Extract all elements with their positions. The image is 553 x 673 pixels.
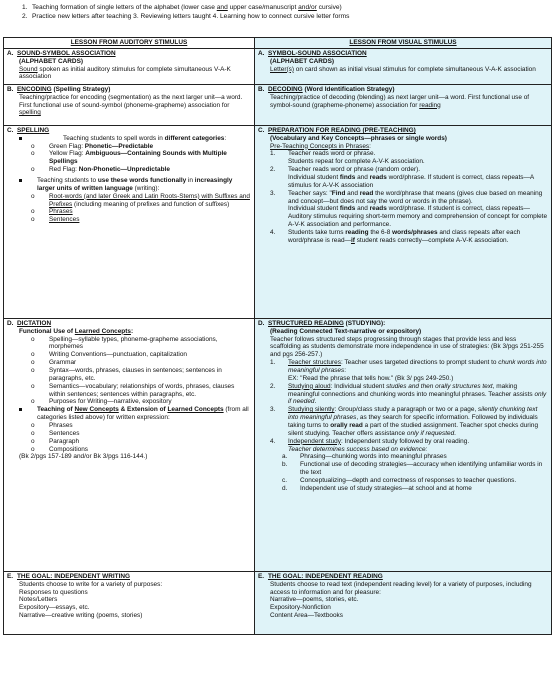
cell-e-auditory: E. THE GOAL: INDEPENDENT WRITING Students choose to write for a variety of purposes: Responses to questions Notes/Letters Expository—essays, etc. Narrative—creative writing (poems, stories)	[4, 571, 255, 634]
table-row	[4, 318, 552, 571]
bullet-square-icon	[19, 137, 22, 140]
bullet-square-icon	[19, 408, 22, 411]
cell-a-auditory: A. SOUND-SYMBOL ASSOCIATION (ALPHABET CARDS) Sound spoken as initial auditory stimulus for complete simultaneous V-A-K association	[4, 48, 255, 84]
intro-item-2: 2. Practice new letters after teaching 3. Reviewing letters taught 4. Learning how to connect cursive letter forms	[22, 12, 350, 20]
intro-list	[22, 4, 547, 22]
cell-b-visual: B. DECODING (Word Identification Strategy) Teaching/practice of decoding (blending) as next larger unit—a word. First functional use of symbol-sound (grapheme-phoneme) association for reading	[255, 84, 552, 125]
cell-d-visual: D. STRUCTURED READING (STUDYING): (Reading Connected Text-narrative or expository) Teacher follows structured steps progressing through stages that provide less and less scaffolding as students demonstrate more independence in use of strategies: (Bk 3/pgs 251-255 and pgs 256-257.) 1. Teacher structures: Teacher uses targeted directions to prompt student to chunk words into meaningful phrases: EX: "Read the phrase that tells how." (Bk 3/ pgs 249-250.) 2. Studying aloud: Individual student studies and then orally structures text, making meaningful connections and chunking words into meaningful phrases. Teacher assists only if needed. 3. Studying silently: Group/class study a paragraph or two or a page, silently chunking text into meaningful phrases, as they search for specific information. Followed by individuals taking turns to orally read a part of the studied assignment. Teacher spot checks during silent studying. Teacher offers assistance only if requested. 4. Independent study: Independent study followed by oral reading. Teacher determines success based on evidence: a. Phrasing—chunking words into meaningful phrases b. Functional use of decoding strategies—accuracy when identifying unfamiliar words in the text c. Conceptualizing—depth and correctness of responses to teacher questions. d. Independent use of study strategies—at school and at home	[255, 318, 552, 571]
table-row	[4, 48, 552, 84]
cell-a-visual: A. SYMBOL-SOUND ASSOCIATION (ALPHABET CARDS) Letter(s) on card shown as initial visual stimulus for complete simultaneous V-A-K association	[255, 48, 552, 84]
header-visual: LESSON FROM VISUAL STIMULUS	[255, 38, 552, 49]
cell-b-auditory: B. ENCODING (Spelling Strategy) Teaching/practice for encoding (segmentation) as the next larger unit—a word. First functional use of sound-symbol (phoneme-grapheme) association for spelling	[4, 84, 255, 125]
lesson-table	[3, 37, 552, 635]
bullet-square-icon	[19, 179, 22, 182]
table-row	[4, 125, 552, 318]
cell-d-auditory: D. DICTATION Functional Use of Learned Concepts: o Spelling—syllable types, phoneme-grapheme associations, morphemes o Writing Conventions—punctuation, capitalization o Grammar o Syntax—words, phrases, clauses in sentences; sentences in paragraphs, etc. o Semantics—vocabulary; relationships of words, phrases, clauses within sentences; sentences within paragraphs, etc. o Purposes for Writing—narrative, expository Teaching of New Concepts & Extension of Learned Concepts (from all categories listed above) for written expression: o Phrases o Sentences o Paragraph o Compositions (Bk 2/pgs 157-189 and/or Bk 3/pgs 116-144.)	[4, 318, 255, 571]
table-row	[4, 84, 552, 125]
cell-e-visual: E. THE GOAL: INDEPENDENT READING Students choose to read text (independent reading level) for a variety of purposes, including access to information and for pleasure: Narrative—poems, stories, etc. Expository-Nonfiction Content Area—Textbooks	[255, 571, 552, 634]
header-auditory: LESSON FROM AUDITORY STIMULUS	[4, 38, 255, 49]
table-row	[4, 571, 552, 634]
table-header-row	[4, 38, 552, 49]
intro-item-1: 1. Teaching formation of single letters of the alphabet (lower case and upper case/manuscript and/or cursive)	[22, 4, 342, 11]
cell-c-auditory: C. SPELLING Teaching students to spell words in different categories: o Green Flag: Phonetic—Predictable o Yellow Flag: Ambiguous—Containing Sounds with Multiple Spellings o Red Flag: Non-Phonetic—Unpredictable Teaching students to use these words functionally in increasingly larger units of written language (writing): o Root-words (and later Greek and Latin Roots-Stems) with Suffixes and Prefixes (including meaning of prefixes and function of suffixes) o Phrases o Sentences	[4, 125, 255, 318]
cell-c-visual: C. PREPARATION FOR READING (PRE-TEACHING) (Vocabulary and Key Concepts—phrases or single words) Pre-Teaching Concepts in Phrases: 1. Teacher reads word or phrase. Students repeat for complete A-V-K association. 2. Teacher reads word or phrase (random order). Individual student finds and reads word/phrase. If student is correct, class repeats—A stimulus for A-V-K association 3. Teacher says: "Find and read the word/phrase that means (gives clue based on meaning and concept—but does not say the word or words in the phrase). Individual student finds and reads word/phrase. If student is correct, class repeats—Auditory stimulus requiring short-term memory and comprehension of concept for complete A-V-K association and performance. 4. Students take turns reading the 6-8 words/phrases and class repeats after each word/phrase is read—if student reads correctly—complete A-V-K association.	[255, 125, 552, 318]
